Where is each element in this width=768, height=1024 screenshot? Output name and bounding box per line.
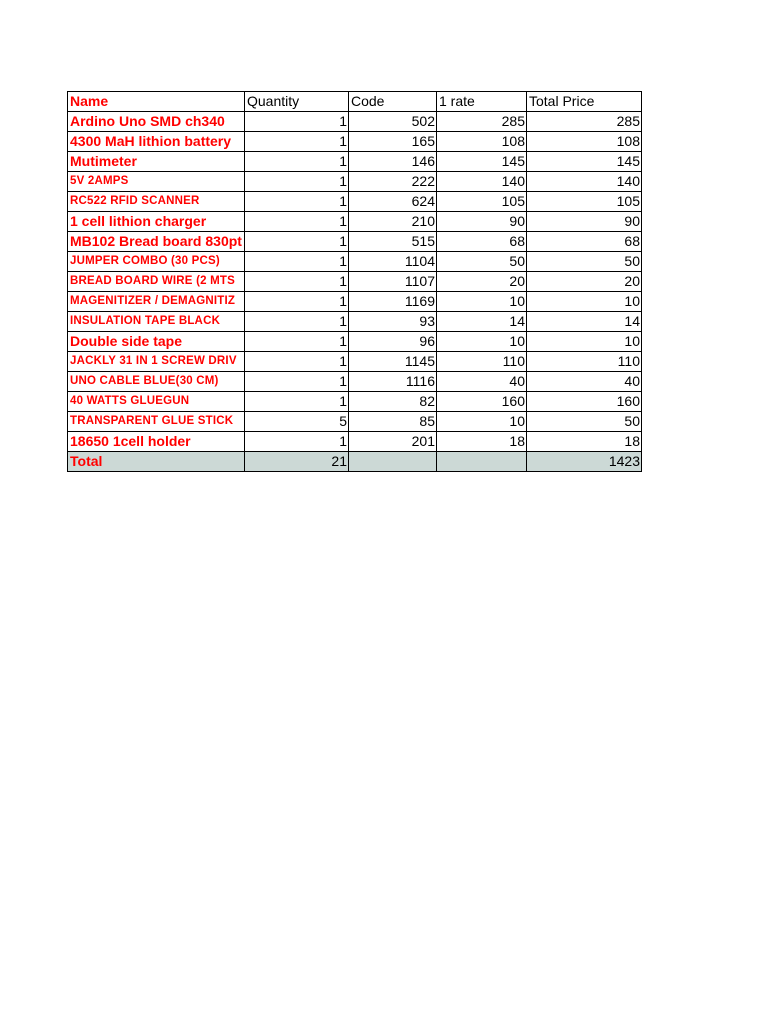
table-row	[68, 312, 642, 332]
spreadsheet-table	[67, 91, 642, 472]
total-rate[interactable]	[437, 452, 527, 472]
cell-rate[interactable]: 14	[437, 312, 527, 332]
cell-total-price[interactable]: 20	[527, 272, 642, 292]
cell-name[interactable]: INSULATION TAPE BLACK	[68, 312, 245, 332]
cell-total-price[interactable]: 160	[527, 392, 642, 412]
table-row	[68, 112, 642, 132]
cell-name[interactable]: Mutimeter	[68, 152, 245, 172]
table-row	[68, 232, 642, 252]
cell-rate[interactable]: 50	[437, 252, 527, 272]
cell-quantity[interactable]: 1	[245, 272, 349, 292]
cell-total-price[interactable]: 285	[527, 112, 642, 132]
spreadsheet-body	[68, 92, 642, 472]
cell-name[interactable]: UNO CABLE BLUE(30 CM)	[68, 372, 245, 392]
header-cell-name[interactable]: Name	[68, 92, 245, 112]
cell-total-price[interactable]: 10	[527, 332, 642, 352]
cell-rate[interactable]: 160	[437, 392, 527, 412]
cell-code[interactable]: 82	[349, 392, 437, 412]
cell-code[interactable]: 1104	[349, 252, 437, 272]
cell-total-price[interactable]: 105	[527, 192, 642, 212]
cell-name[interactable]: JACKLY 31 IN 1 SCREW DRIV	[68, 352, 245, 372]
cell-code[interactable]: 210	[349, 212, 437, 232]
cell-rate[interactable]: 10	[437, 292, 527, 312]
table-row	[68, 412, 642, 432]
cell-total-price[interactable]: 10	[527, 292, 642, 312]
cell-name[interactable]: 5V 2AMPS	[68, 172, 245, 192]
cell-code[interactable]: 515	[349, 232, 437, 252]
cell-code[interactable]: 1116	[349, 372, 437, 392]
cell-name[interactable]: 1 cell lithion charger	[68, 212, 245, 232]
cell-rate[interactable]: 110	[437, 352, 527, 372]
cell-name[interactable]: JUMPER COMBO (30 PCS)	[68, 252, 245, 272]
cell-name[interactable]: 4300 MaH lithion battery	[68, 132, 245, 152]
table-row	[68, 332, 642, 352]
cell-code[interactable]: 1145	[349, 352, 437, 372]
header-cell-quantity[interactable]: Quantity	[245, 92, 349, 112]
cell-name[interactable]: 40 WATTS GLUEGUN	[68, 392, 245, 412]
cell-quantity[interactable]: 1	[245, 132, 349, 152]
total-label[interactable]: Total	[68, 452, 245, 472]
cell-total-price[interactable]: 40	[527, 372, 642, 392]
cell-rate[interactable]: 20	[437, 272, 527, 292]
cell-rate[interactable]: 140	[437, 172, 527, 192]
header-cell-total-price[interactable]: Total Price	[527, 92, 642, 112]
total-row	[68, 452, 642, 472]
total-quantity[interactable]: 21	[245, 452, 349, 472]
cell-quantity[interactable]: 1	[245, 212, 349, 232]
cell-name[interactable]: TRANSPARENT GLUE STICK	[68, 412, 245, 432]
cell-quantity[interactable]: 1	[245, 352, 349, 372]
cell-name[interactable]: RC522 RFID SCANNER	[68, 192, 245, 212]
cell-quantity[interactable]: 1	[245, 392, 349, 412]
table-row	[68, 392, 642, 412]
cell-code[interactable]: 93	[349, 312, 437, 332]
total-price[interactable]: 1423	[527, 452, 642, 472]
cell-name[interactable]: MB102 Bread board 830pt	[68, 232, 245, 252]
cell-name[interactable]: Ardino Uno SMD ch340	[68, 112, 245, 132]
cell-code[interactable]: 502	[349, 112, 437, 132]
cell-total-price[interactable]: 14	[527, 312, 642, 332]
cell-name[interactable]: Double side tape	[68, 332, 245, 352]
cell-quantity[interactable]: 1	[245, 192, 349, 212]
cell-quantity[interactable]: 1	[245, 372, 349, 392]
cell-code[interactable]: 222	[349, 172, 437, 192]
cell-quantity[interactable]: 1	[245, 432, 349, 452]
cell-quantity[interactable]: 1	[245, 332, 349, 352]
cell-code[interactable]: 165	[349, 132, 437, 152]
cell-total-price[interactable]: 50	[527, 252, 642, 272]
table-row	[68, 152, 642, 172]
cell-rate[interactable]: 10	[437, 412, 527, 432]
cell-total-price[interactable]: 110	[527, 352, 642, 372]
cell-quantity[interactable]: 1	[245, 172, 349, 192]
table-row	[68, 272, 642, 292]
cell-quantity[interactable]: 1	[245, 112, 349, 132]
cell-rate[interactable]: 90	[437, 212, 527, 232]
cell-rate[interactable]: 145	[437, 152, 527, 172]
cell-code[interactable]: 201	[349, 432, 437, 452]
cell-quantity[interactable]: 1	[245, 152, 349, 172]
cell-total-price[interactable]: 140	[527, 172, 642, 192]
header-cell-rate[interactable]: 1 rate	[437, 92, 527, 112]
cell-code[interactable]: 85	[349, 412, 437, 432]
table-row	[68, 132, 642, 152]
cell-quantity[interactable]: 1	[245, 312, 349, 332]
cell-rate[interactable]: 18	[437, 432, 527, 452]
cell-total-price[interactable]: 68	[527, 232, 642, 252]
cell-total-price[interactable]: 18	[527, 432, 642, 452]
cell-code[interactable]: 96	[349, 332, 437, 352]
cell-rate[interactable]: 68	[437, 232, 527, 252]
cell-rate[interactable]: 108	[437, 132, 527, 152]
cell-code[interactable]: 146	[349, 152, 437, 172]
cell-total-price[interactable]: 90	[527, 212, 642, 232]
cell-name[interactable]: MAGENITIZER / DEMAGNITIZ	[68, 292, 245, 312]
cell-code[interactable]: 624	[349, 192, 437, 212]
header-cell-code[interactable]: Code	[349, 92, 437, 112]
cell-total-price[interactable]: 145	[527, 152, 642, 172]
table-row	[68, 252, 642, 272]
cell-quantity[interactable]: 5	[245, 412, 349, 432]
table-row	[68, 352, 642, 372]
cell-quantity[interactable]: 1	[245, 252, 349, 272]
cell-code[interactable]: 1169	[349, 292, 437, 312]
total-code[interactable]	[349, 452, 437, 472]
cell-name[interactable]: 18650 1cell holder	[68, 432, 245, 452]
cell-rate[interactable]: 105	[437, 192, 527, 212]
cell-rate[interactable]: 40	[437, 372, 527, 392]
cell-total-price[interactable]: 108	[527, 132, 642, 152]
cell-total-price[interactable]: 50	[527, 412, 642, 432]
table-row	[68, 212, 642, 232]
table-row	[68, 192, 642, 212]
cell-quantity[interactable]: 1	[245, 232, 349, 252]
cell-quantity[interactable]: 1	[245, 292, 349, 312]
table-row	[68, 172, 642, 192]
cell-rate[interactable]: 285	[437, 112, 527, 132]
header-row	[68, 92, 642, 112]
table-row	[68, 292, 642, 312]
table-row	[68, 432, 642, 452]
cell-rate[interactable]: 10	[437, 332, 527, 352]
table-row	[68, 372, 642, 392]
cell-code[interactable]: 1107	[349, 272, 437, 292]
cell-name[interactable]: BREAD BOARD WIRE (2 MTS	[68, 272, 245, 292]
